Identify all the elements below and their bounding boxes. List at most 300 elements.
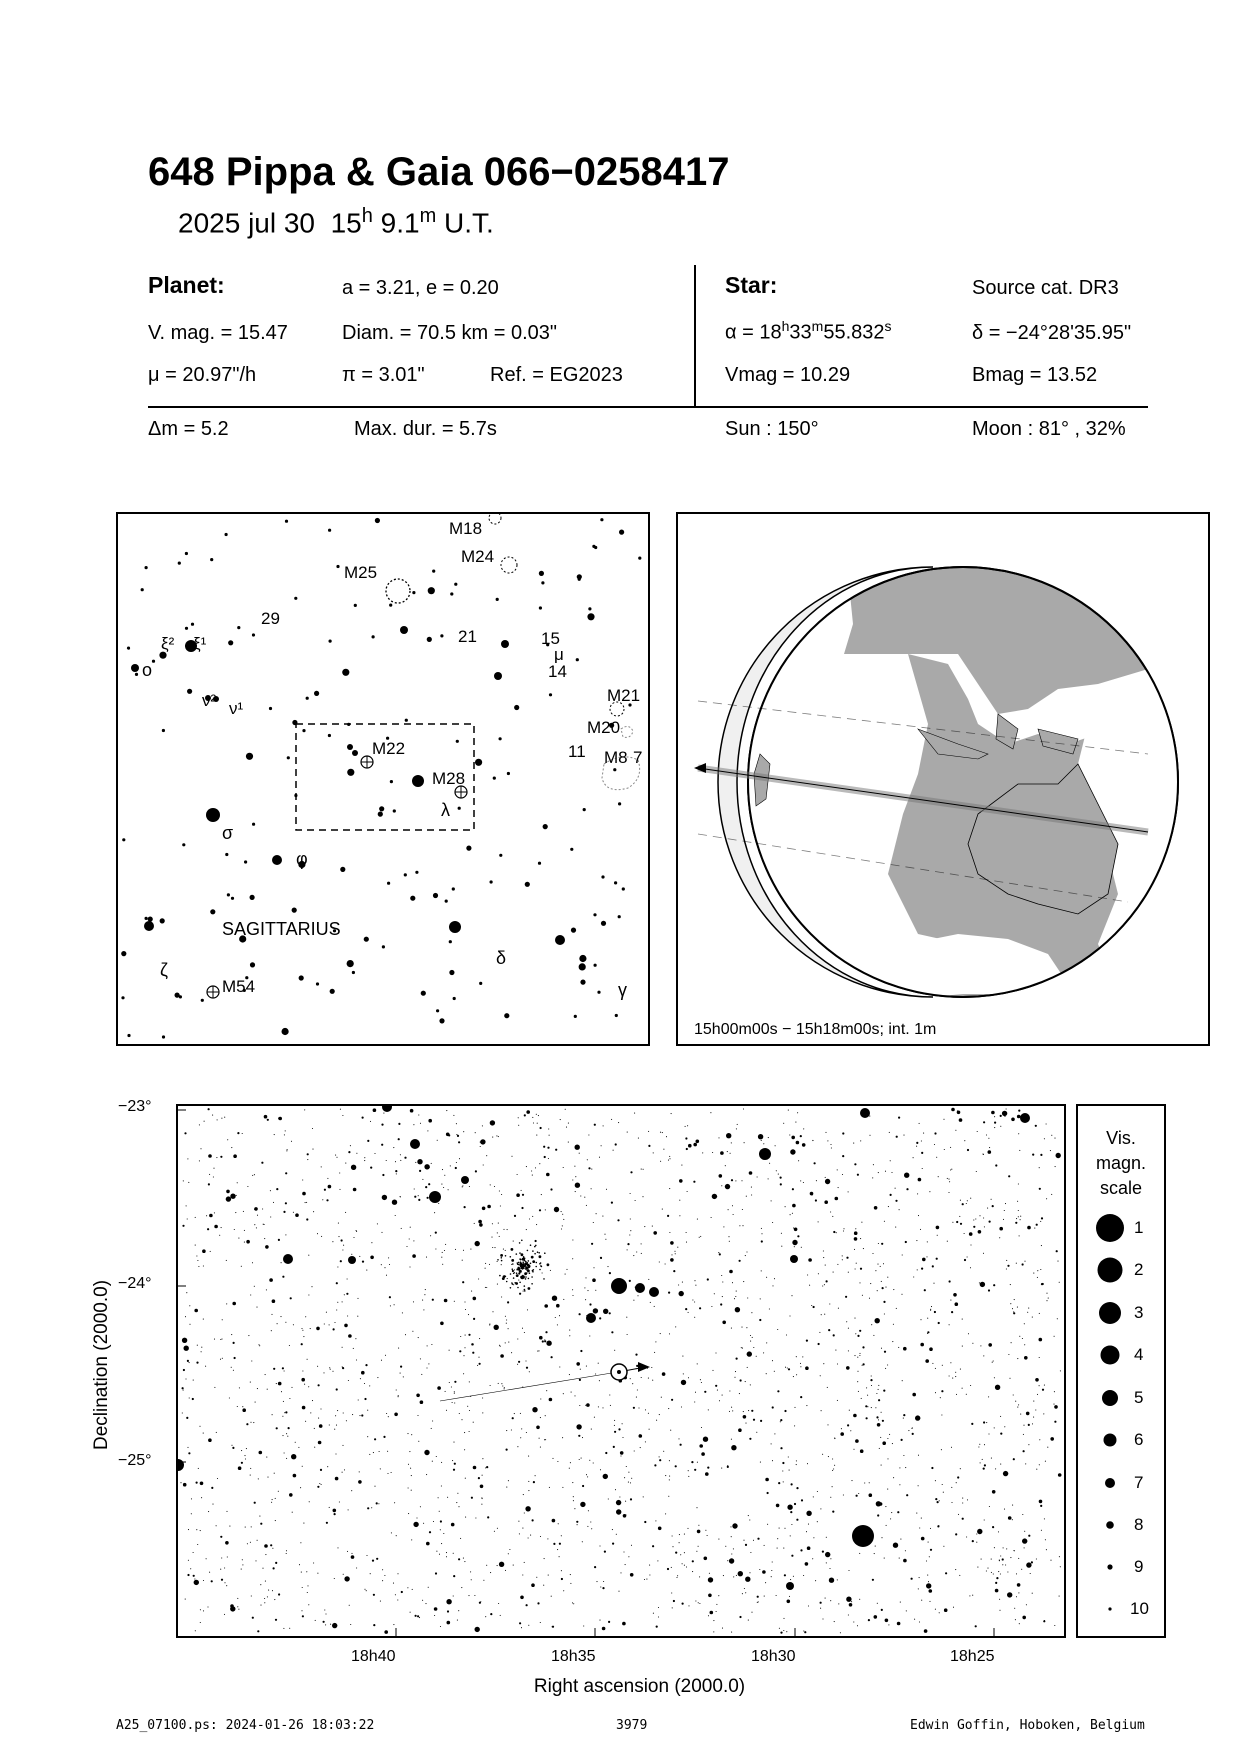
field-star xyxy=(843,1228,844,1229)
field-star xyxy=(197,1345,198,1346)
field-star xyxy=(446,1133,450,1137)
field-star xyxy=(812,1558,813,1559)
field-star xyxy=(556,1304,560,1308)
finder-star xyxy=(499,854,502,857)
field-star xyxy=(861,1222,862,1223)
field-star xyxy=(187,1158,188,1159)
cluster-star xyxy=(527,1270,530,1273)
field-star xyxy=(757,1538,759,1540)
ra-tick-1825: 18h25 xyxy=(950,1648,995,1665)
field-star xyxy=(860,1238,861,1239)
field-star xyxy=(295,1442,296,1443)
field-star xyxy=(631,1545,632,1546)
field-star xyxy=(227,1139,228,1140)
field-star xyxy=(1005,1564,1006,1565)
field-star xyxy=(432,1461,433,1462)
field-star xyxy=(432,1299,434,1301)
field-star xyxy=(735,1307,740,1312)
cluster-star xyxy=(517,1263,519,1265)
field-star xyxy=(202,1249,206,1253)
field-star xyxy=(807,1463,808,1464)
field-star xyxy=(544,1156,546,1158)
field-star xyxy=(301,1343,303,1345)
field-star xyxy=(921,1140,922,1141)
field-star xyxy=(771,1443,772,1444)
field-star xyxy=(905,1550,906,1551)
mag-label-10: 10 xyxy=(1130,1599,1149,1618)
field-star xyxy=(859,1355,860,1356)
field-star xyxy=(480,1139,485,1144)
field-star xyxy=(699,1444,703,1448)
field-star xyxy=(454,1402,455,1403)
field-star xyxy=(342,1249,343,1250)
field-star xyxy=(398,1395,399,1396)
field-star xyxy=(796,1356,797,1357)
field-star xyxy=(857,1381,858,1382)
field-star xyxy=(1027,1312,1028,1313)
field-star xyxy=(628,1482,629,1483)
field-star xyxy=(271,1314,272,1315)
field-star xyxy=(950,1362,951,1363)
field-star xyxy=(312,1400,313,1401)
field-star xyxy=(364,1383,365,1384)
label-m28: M28 xyxy=(432,769,466,788)
field-star xyxy=(628,1472,629,1473)
field-star xyxy=(1032,1593,1033,1594)
field-star xyxy=(980,1462,981,1463)
field-star xyxy=(726,1133,731,1138)
field-star xyxy=(970,1385,971,1386)
field-star xyxy=(931,1467,933,1469)
field-star xyxy=(873,1164,874,1165)
finder-star xyxy=(576,658,579,661)
field-star xyxy=(459,1559,460,1560)
field-star xyxy=(432,1420,433,1421)
field-star xyxy=(232,1302,236,1306)
field-star xyxy=(862,1365,863,1366)
field-star xyxy=(820,1602,822,1604)
field-star xyxy=(921,1152,923,1154)
field-star xyxy=(540,1622,541,1623)
field-star xyxy=(427,1197,429,1199)
field-star xyxy=(849,1603,853,1607)
field-star xyxy=(416,1517,417,1518)
field-star xyxy=(302,1192,306,1196)
field-star xyxy=(266,1457,267,1458)
field-star xyxy=(712,1152,713,1153)
field-star xyxy=(443,1187,444,1188)
event-datetime: 2025 jul 30 15$^h$ 9.1$^m$ U.T. xyxy=(178,205,494,239)
field-star xyxy=(1041,1245,1042,1246)
field-star xyxy=(634,1113,635,1114)
field-star xyxy=(869,1298,870,1299)
field-star xyxy=(529,1218,530,1219)
field-star xyxy=(903,1455,904,1456)
field-star xyxy=(413,1522,418,1527)
field-star xyxy=(320,1408,321,1409)
finder-star xyxy=(148,917,153,922)
field-star xyxy=(500,1354,504,1358)
field-star xyxy=(980,1282,985,1287)
finder-star xyxy=(432,570,435,573)
field-star xyxy=(780,1632,782,1634)
field-star xyxy=(877,1603,878,1604)
field-star xyxy=(918,1485,919,1486)
field-star xyxy=(739,1260,741,1262)
field-star xyxy=(551,1596,552,1597)
field-star xyxy=(801,1499,803,1501)
field-star xyxy=(275,1498,276,1499)
field-star xyxy=(244,1455,245,1456)
field-star xyxy=(211,1487,213,1489)
cluster-star xyxy=(501,1260,503,1262)
field-star xyxy=(579,1379,581,1381)
field-star xyxy=(860,1449,864,1453)
star-alpha: $\alpha = 18^h33^m55.832^s$ xyxy=(725,318,892,344)
field-star xyxy=(465,1517,466,1518)
field-star xyxy=(196,1255,197,1256)
field-star xyxy=(632,1383,633,1384)
field-star xyxy=(557,1324,558,1325)
field-bright-star xyxy=(759,1148,771,1160)
field-star xyxy=(543,1585,544,1586)
field-star xyxy=(381,1360,382,1361)
field-star xyxy=(905,1241,907,1243)
field-star xyxy=(525,1360,526,1361)
field-star xyxy=(1026,1412,1030,1416)
field-star xyxy=(796,1141,800,1145)
field-star xyxy=(663,1149,664,1150)
field-star xyxy=(1017,1201,1018,1202)
field-star xyxy=(986,1134,987,1135)
field-star xyxy=(464,1206,466,1208)
field-star xyxy=(199,1160,200,1161)
cluster-star xyxy=(543,1278,545,1280)
field-star xyxy=(394,1502,395,1503)
field-star xyxy=(195,1217,196,1218)
field-star xyxy=(851,1601,852,1602)
field-star xyxy=(877,1514,879,1516)
field-star xyxy=(338,1236,339,1237)
field-star xyxy=(972,1540,974,1542)
field-star xyxy=(458,1141,460,1143)
field-star xyxy=(960,1369,961,1370)
field-star xyxy=(424,1450,429,1455)
field-star xyxy=(343,1574,344,1575)
field-star xyxy=(183,1483,187,1487)
cluster-star xyxy=(532,1250,534,1252)
field-star xyxy=(964,1233,965,1234)
field-star xyxy=(871,1324,872,1325)
field-star xyxy=(309,1501,310,1502)
cluster-star xyxy=(524,1285,526,1287)
field-star xyxy=(989,1221,991,1223)
field-star xyxy=(862,1295,863,1296)
field-star xyxy=(285,1130,286,1131)
field-star xyxy=(325,1624,326,1625)
field-star xyxy=(728,1209,729,1210)
field-star xyxy=(187,1447,188,1448)
field-star xyxy=(475,1132,476,1133)
finder-star xyxy=(302,729,305,732)
field-star xyxy=(211,1580,213,1582)
field-star xyxy=(1013,1458,1015,1460)
field-star xyxy=(526,1604,528,1606)
field-star xyxy=(682,1563,683,1564)
field-star xyxy=(370,1121,371,1122)
magnitude-scale-dots xyxy=(1078,1106,1164,1636)
field-star xyxy=(848,1272,849,1273)
field-star xyxy=(272,1499,273,1500)
field-star xyxy=(1006,1108,1007,1109)
field-star xyxy=(1022,1616,1026,1620)
field-star xyxy=(893,1543,898,1548)
field-star xyxy=(920,1319,921,1320)
field-star xyxy=(583,1625,584,1626)
field-star xyxy=(345,1212,346,1213)
field-star xyxy=(984,1226,985,1227)
field-star xyxy=(418,1441,419,1442)
field-star xyxy=(336,1425,337,1426)
field-star xyxy=(513,1565,514,1566)
field-star xyxy=(800,1549,802,1551)
field-star xyxy=(454,1391,455,1392)
field-star xyxy=(943,1546,944,1547)
field-star xyxy=(973,1226,975,1228)
field-star xyxy=(508,1553,509,1554)
field-star xyxy=(855,1268,856,1269)
field-star xyxy=(246,1240,250,1244)
field-star xyxy=(806,1405,807,1406)
field-star xyxy=(273,1567,275,1569)
field-star xyxy=(890,1518,891,1519)
field-star xyxy=(814,1162,816,1164)
field-star xyxy=(745,1577,750,1582)
field-star xyxy=(668,1292,670,1294)
field-star xyxy=(937,1235,938,1236)
field-star xyxy=(479,1223,483,1227)
field-star xyxy=(318,1441,322,1445)
field-star xyxy=(784,1528,785,1529)
field-star xyxy=(463,1373,464,1374)
field-star xyxy=(753,1419,755,1421)
field-star xyxy=(210,1251,211,1252)
finder-star xyxy=(445,900,448,903)
cluster-star xyxy=(514,1282,516,1284)
mag-label-3: 3 xyxy=(1134,1303,1144,1322)
field-star xyxy=(1016,1596,1017,1597)
field-star xyxy=(342,1115,343,1116)
field-star xyxy=(548,1575,549,1576)
field-star xyxy=(987,1568,988,1569)
field-star xyxy=(351,1254,352,1255)
constellation-label: SAGITTARIUS xyxy=(222,919,341,939)
field-star xyxy=(733,1548,734,1549)
field-star xyxy=(955,1302,959,1306)
field-star xyxy=(524,1512,525,1513)
field-star xyxy=(1056,1153,1061,1158)
field-star xyxy=(765,1582,766,1583)
field-star xyxy=(1036,1469,1037,1470)
finder-star xyxy=(145,566,148,569)
field-star xyxy=(541,1194,542,1195)
field-star xyxy=(630,1230,631,1231)
field-star xyxy=(182,1225,184,1227)
field-star xyxy=(362,1261,364,1263)
finder-star xyxy=(282,1028,289,1035)
finder-star xyxy=(449,940,452,943)
field-star xyxy=(229,1526,230,1527)
field-star xyxy=(829,1578,834,1583)
field-star xyxy=(602,1407,603,1408)
field-star xyxy=(1045,1539,1046,1540)
cluster-star xyxy=(532,1260,535,1263)
field-star xyxy=(312,1128,313,1129)
planet-ref: Ref. = EG2023 xyxy=(490,364,623,386)
field-star xyxy=(546,1173,550,1177)
field-star xyxy=(386,1160,387,1161)
field-star xyxy=(359,1415,360,1416)
field-star xyxy=(1058,1473,1062,1477)
field-star xyxy=(191,1513,192,1514)
m25-outline xyxy=(386,579,410,603)
field-star xyxy=(410,1468,411,1469)
field-star xyxy=(409,1238,410,1239)
field-star xyxy=(370,1167,372,1169)
field-star xyxy=(775,1145,776,1146)
cluster-star xyxy=(516,1253,518,1255)
field-star xyxy=(681,1406,682,1407)
field-star xyxy=(282,1416,283,1417)
field-star xyxy=(351,1165,356,1170)
field-star xyxy=(666,1136,667,1137)
field-star xyxy=(678,1284,679,1285)
finder-star xyxy=(541,581,544,584)
field-star xyxy=(969,1232,973,1236)
field-star xyxy=(400,1366,402,1368)
field-star xyxy=(813,1496,814,1497)
field-star xyxy=(932,1265,934,1267)
field-star xyxy=(652,1380,653,1381)
field-star xyxy=(716,1604,717,1605)
field-star xyxy=(561,1211,562,1212)
field-star xyxy=(241,1266,242,1267)
field-star xyxy=(589,1460,590,1461)
cluster-star xyxy=(524,1272,527,1275)
field-star xyxy=(751,1612,752,1613)
cluster-star xyxy=(519,1282,521,1284)
field-star xyxy=(1043,1620,1045,1622)
field-star xyxy=(1046,1293,1047,1294)
field-star xyxy=(618,1428,620,1430)
field-star xyxy=(656,1626,658,1628)
field-star xyxy=(796,1487,798,1489)
field-star xyxy=(648,1279,649,1280)
field-star xyxy=(503,1249,504,1250)
field-star xyxy=(426,1257,427,1258)
field-star xyxy=(513,1284,514,1285)
field-star xyxy=(682,1356,683,1357)
field-star xyxy=(439,1511,440,1512)
field-star xyxy=(746,1196,747,1197)
field-star xyxy=(802,1143,806,1147)
field-star xyxy=(772,1285,773,1286)
field-star xyxy=(655,1341,656,1342)
field-star xyxy=(478,1220,482,1224)
cluster-star xyxy=(518,1262,520,1264)
field-star xyxy=(278,1239,280,1241)
field-star xyxy=(867,1406,868,1407)
field-star xyxy=(825,1552,830,1557)
field-star xyxy=(777,1548,778,1549)
field-star xyxy=(1011,1342,1012,1343)
field-star xyxy=(748,1410,749,1411)
field-star xyxy=(603,1125,604,1126)
mag-dot-9 xyxy=(1107,1564,1112,1569)
field-star xyxy=(669,1232,670,1233)
field-star xyxy=(506,1323,507,1324)
field-star xyxy=(244,1230,245,1231)
field-star xyxy=(1059,1556,1060,1557)
field-star xyxy=(584,1197,585,1198)
field-star xyxy=(344,1324,348,1328)
field-star xyxy=(570,1462,571,1463)
field-star xyxy=(490,1385,491,1386)
field-star xyxy=(329,1367,330,1368)
field-star xyxy=(1007,1265,1009,1267)
mag-label-2: 2 xyxy=(1134,1260,1144,1279)
field-star xyxy=(423,1523,424,1524)
field-star xyxy=(747,1297,748,1298)
field-star xyxy=(307,1585,308,1586)
field-star xyxy=(307,1359,308,1360)
field-star xyxy=(999,1560,1000,1561)
field-star xyxy=(195,1630,196,1631)
field-star xyxy=(769,1163,770,1164)
field-star xyxy=(929,1347,933,1351)
field-star xyxy=(591,1188,592,1189)
field-star xyxy=(853,1143,854,1144)
field-star xyxy=(822,1618,823,1619)
field-star xyxy=(409,1451,410,1452)
field-star xyxy=(446,1410,447,1411)
field-star xyxy=(544,1439,545,1440)
field-star xyxy=(1043,1413,1044,1414)
field-star xyxy=(270,1216,271,1217)
field-star xyxy=(533,1122,534,1123)
field-star xyxy=(531,1583,535,1587)
field-star xyxy=(602,1216,603,1217)
field-star xyxy=(283,1628,284,1629)
field-star xyxy=(1039,1338,1043,1342)
field-star xyxy=(395,1170,397,1172)
field-star xyxy=(198,1468,199,1469)
field-star xyxy=(543,1146,545,1148)
field-star xyxy=(302,1179,303,1180)
label-m22: M22 xyxy=(372,739,406,758)
field-star xyxy=(341,1239,343,1241)
field-star xyxy=(830,1600,831,1601)
label-15: 15 xyxy=(541,629,560,648)
field-star xyxy=(492,1247,493,1248)
field-star xyxy=(1018,1183,1019,1184)
field-star xyxy=(335,1453,336,1454)
finder-star xyxy=(375,518,380,523)
field-star xyxy=(649,1429,650,1430)
field-star xyxy=(783,1123,784,1124)
field-star xyxy=(739,1393,740,1394)
field-star xyxy=(532,1216,533,1217)
